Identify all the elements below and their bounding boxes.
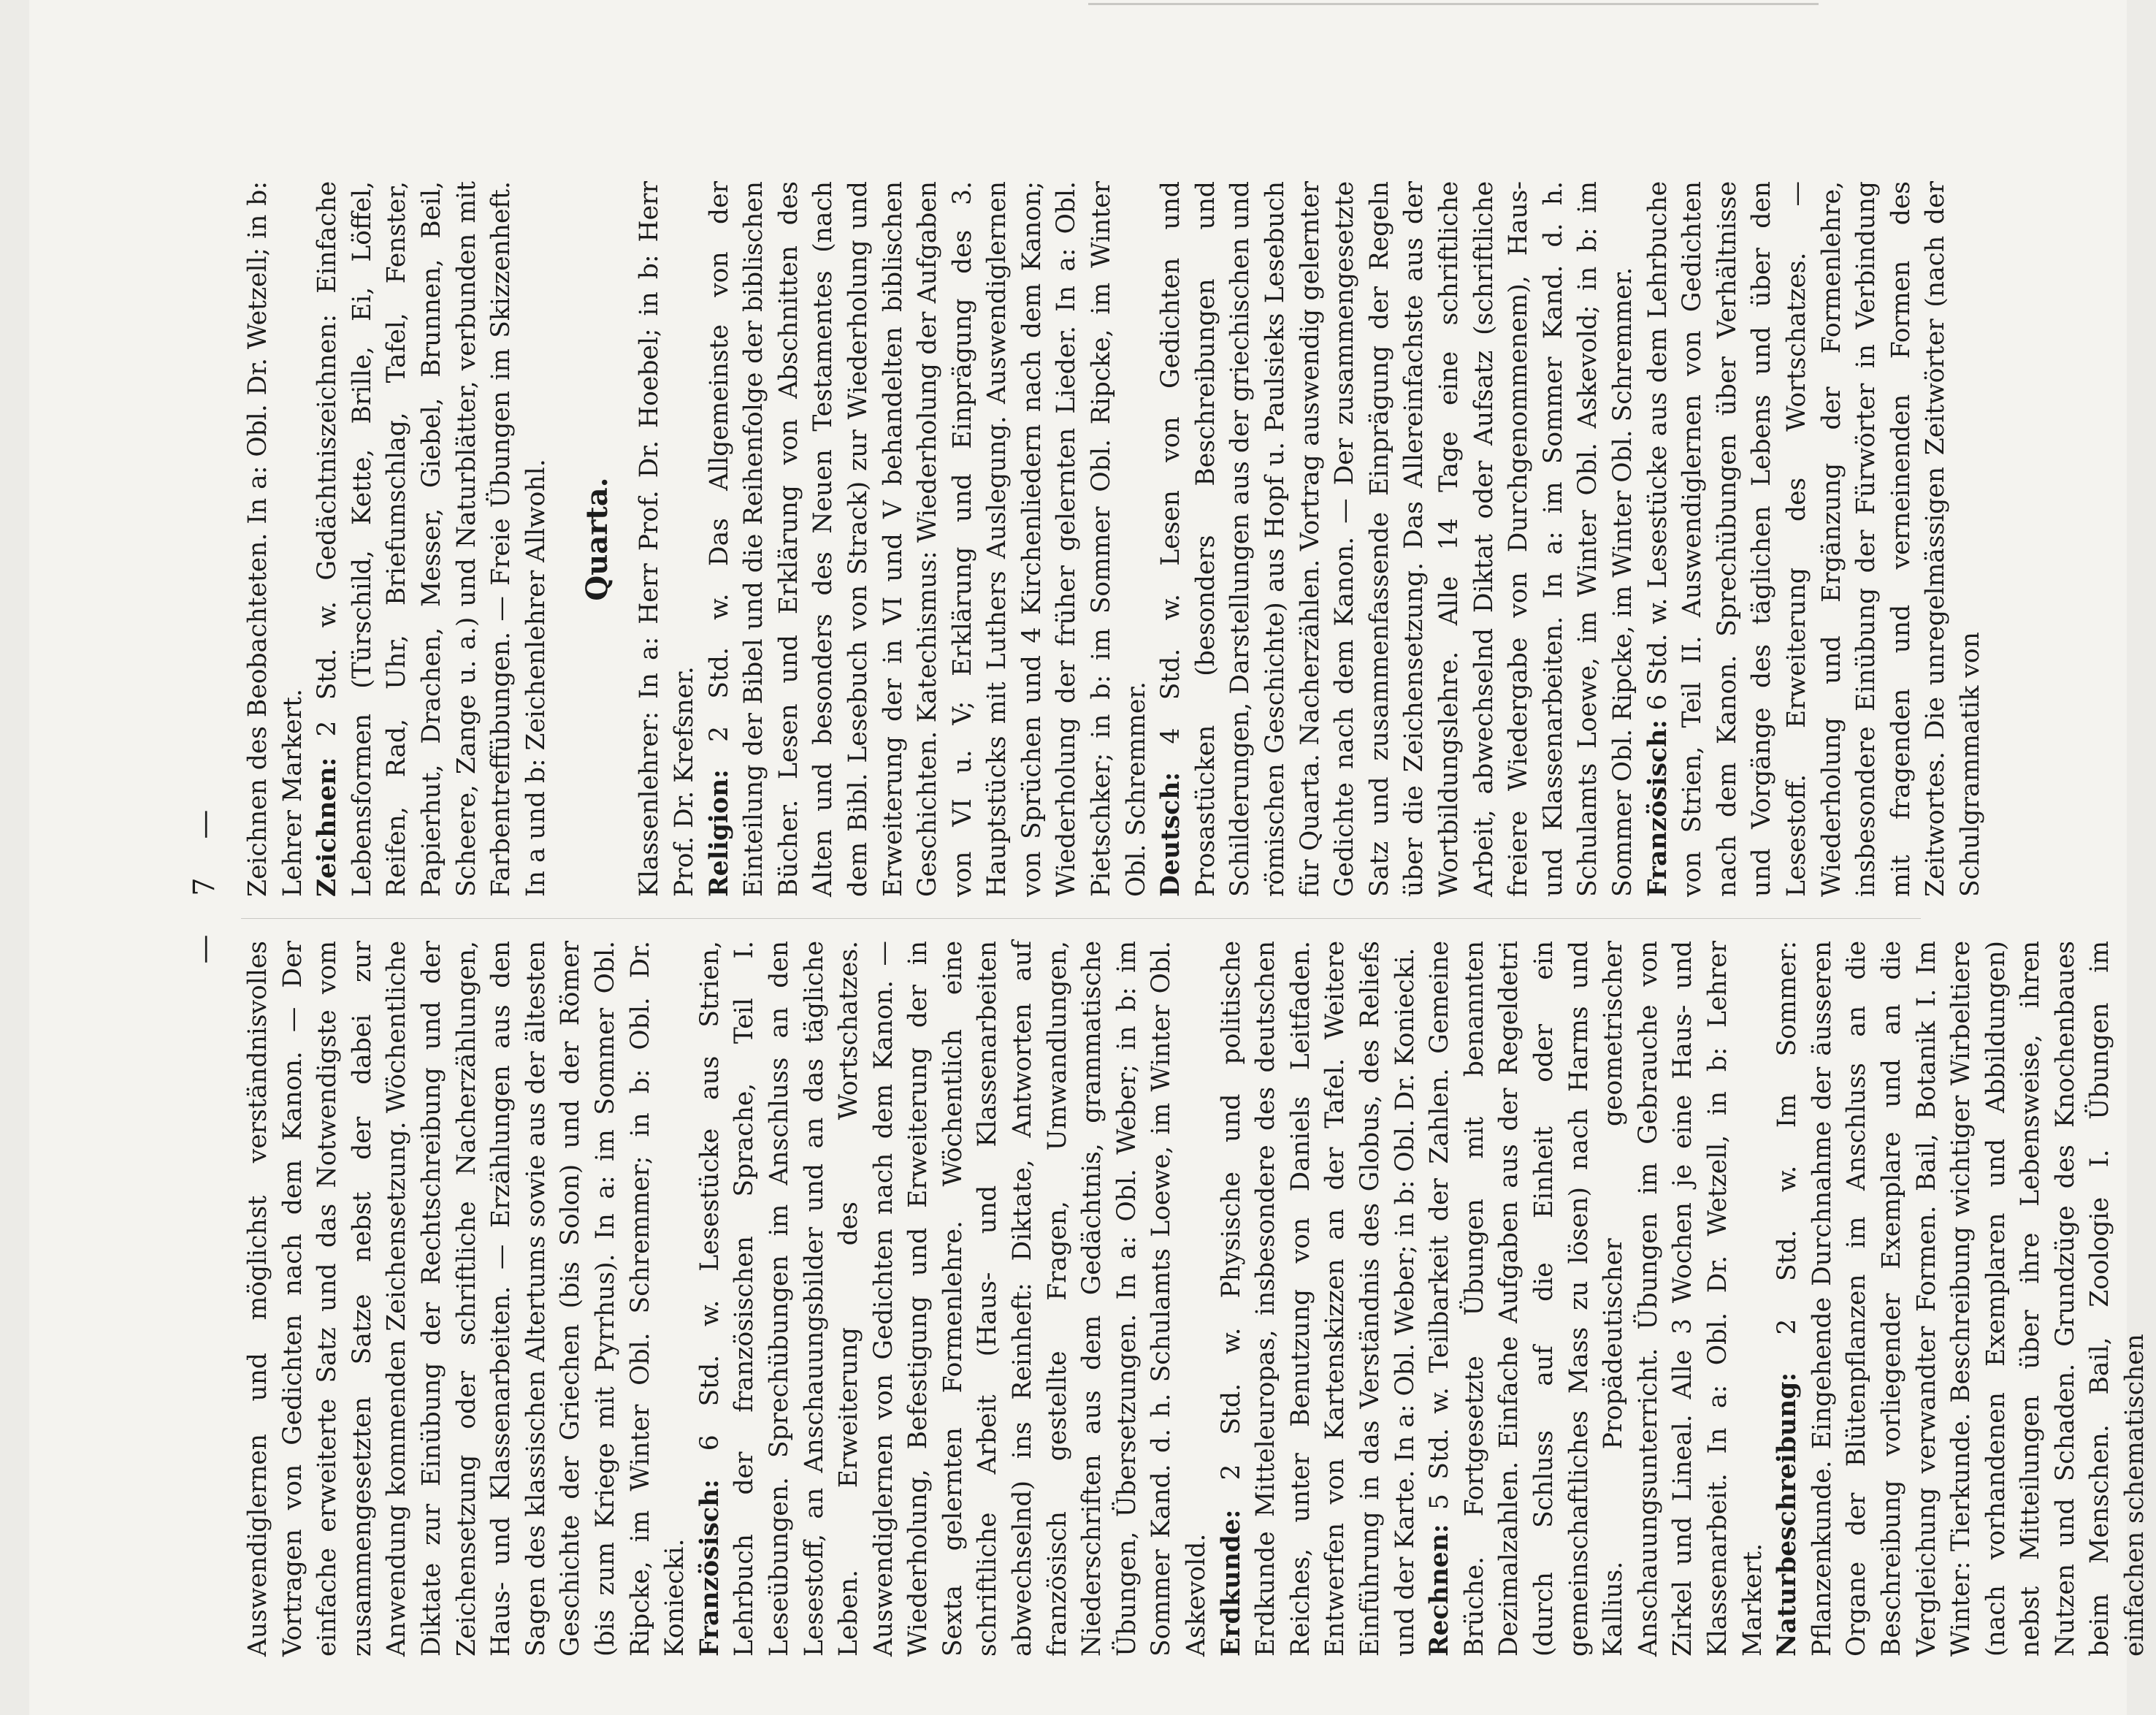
- top-edge-line: [1088, 3, 1819, 5]
- zeichnen-text: 2 Std. w. Gedächtniszeichnen: Einfache Lebensformen (Türschild, Kette, Brille, Ei, Löffel, Reifen, Rad, Uhr, Briefumschlag, Tafel, Fenster, Papierhut, Drachen, Messer, Giebel, Brunnen, Beil, Scheere, Zange u. a.) und Naturblätter, verbunden mit Farbentreffübungen. — Freie Übungen im Skizzenheft. In a und b: Zeichenlehrer Allwohl.: [313, 181, 551, 897]
- paper-sheet: [29, 0, 2150, 1715]
- section-title-quarta: Quarta.: [580, 477, 615, 601]
- franzoesisch-text: 6 Std. w. Lesestücke aus Strien, Lehrbuch der französischen Sprache, Teil I. Leseübungen. Sprechübungen im Anschluss an den Lesestoff, an Anschauungsbilder und an das tägliche Leben. Erweiterung des Wortschatzes. Auswendiglernen von Gedichten nach dem Kanon. — Wiederholung, Befestigung und Erweiterung der in Sexta gelernten Formenlehre. Wöchentlich eine schriftliche Arbeit (Haus- und Klassenarbeiten abwechselnd) ins Reinheft: Diktate, Antworten auf französisch gestellte Fragen, Umwandlungen, Niederschriften aus dem Gedächtnis, grammatische Übungen, Übersetzungen. In a: Obl. Weber; in b: im Sommer Kand. d. h. Schulamts Loewe, im Winter Obl. Askevold.: [695, 941, 1212, 1657]
- franz-quarta-text: 6 Std. w. Lesestücke aus dem Lehrbuche von Strien, Teil II. Auswendiglernen von Gedichten nach dem Kanon. Sprechübungen über Verhältnisse und Vorgänge des täglichen Lebens und über den Lesestoff. Erweiterung des Wortschatzes. — Wiederholung und Ergänzung der Formenlehre, insbesondere Einübung der Fürwörter in Verbindung mit fragenden und verneinenden Formen des Zeitwortes. Die unregelmässigen Zeitwörter (nach der Schulgrammatik von: [1643, 181, 1985, 897]
- left-intro-paragraph: Auswendiglernen und möglichst verständnisvolles Vortragen von Gedichten nach dem Kanon. — Der einfache erweiterte Satz und das Notwendigste vom zusammengesetzten Satze nebst der dabei zur Anwendung kommenden Zeichensetzung. Wöchentliche Diktate zur Einübung der Rechtschreibung und der Zeichensetzung oder schriftliche Nacherzählungen, Haus- und Klassenarbeiten. — Erzählungen aus den Sagen des klassischen Altertums sowie aus der ältesten Geschichte der Griechen (bis Solon) und der Römer (bis zum Kriege mit Pyrrhus). In a: im Sommer Obl. Ripcke, im Winter Obl. Schremmer; in b: Obl. Dr. Koniecki.: [243, 941, 690, 1657]
- religion-text: 2 Std. w. Das Allgemeinste von der Einteilung der Bibel und die Reihenfolge der biblischen Bücher. Lesen und Erklärung von Abschnitten des Alten und besonders des Neuen Testamentes (nach dem Bibl. Lesebuch von Strack) zur Wiederholung und Erweiterung der in VI und V behandelten biblischen Geschichten. Katechismus: Wiederholung der Aufgaben von VI u. V; Erklärung und Einprägung des 3. Hauptstücks mit Luthers Auslegung. Auswendiglernen von Sprüchen und 4 Kirchenliedern nach dem Kanon; Wiederholung der früher gelernten Lieder. In a: Obl. Pietschker; in b: im Sommer Obl. Ripcke, im Winter Obl. Schremmer.: [704, 180, 1151, 897]
- deutsch-text: 4 Std. w. Lesen von Gedichten und Prosastücken (besonders Beschreibungen und Schilderungen, Darstellungen aus der griechischen und römischen Geschichte) aus Hopf u. Paulsieks Lesebuch für Quarta. Nacherzählen. Vortrag auswendig gelernter Gedichte nach dem Kanon. — Der zusammengesetzte Satz und zusammenfassende Einprägung der Regeln über die Zeichensetzung. Das Allereinfachste aus der Wortbildungslehre. Alle 14 Tage eine schriftliche Arbeit, abwechselnd Diktat oder Aufsatz (schriftliche freiere Wiedergabe von Durchgenommenem), Haus- und Klassenarbeiten. In a: im Sommer Kand. d. h. Schulamts Loewe, im Winter Obl. Askevold; in b: im Sommer Obl. Ripcke, im Winter Obl. Schremmer.: [1156, 180, 1637, 897]
- naturbeschreibung-paragraph: [1770, 941, 2153, 1657]
- erdkunde-text: 2 Std. w. Physische und politische Erdkunde Mitteleuropas, insbesondere des deutschen Reiches, unter Benutzung von Daniels Leitfaden. Entwerfen von Kartenskizzen an der Tafel. Weitere Einführung in das Verständnis des Globus, des Reliefs und der Karte. In a: Obl. Weber; in b: Obl. Dr. Koniecki.: [1216, 941, 1420, 1657]
- franz-quarta-heading: Französisch:: [1643, 719, 1673, 897]
- left-column: [241, 941, 2150, 1657]
- religion-heading: Religion:: [704, 769, 734, 897]
- deutsch-heading: Deutsch:: [1156, 771, 1186, 897]
- rotated-page-content: [183, 102, 2150, 1657]
- right-column: [241, 180, 1985, 897]
- rechnen-heading: Rechnen:: [1425, 1524, 1455, 1657]
- rechnen-text: 5 Std. w. Teilbarkeit der Zahlen. Gemeine Brüche. Fortgesetzte Übungen mit benannten Dezimalzahlen. Einfache Aufgaben aus der Regeldetri (durch Schluss auf die Einheit oder ein gemeinschaftliches Mass zu lösen) nach Harms und Kallius. Propädeutischer geometrischer Anschauungsunterricht. Übungen im Gebrauche von Zirkel und Lineal. Alle 3 Wochen je eine Haus- und Klassenarbeit. In a: Obl. Dr. Wetzell, in b: Lehrer Markert.: [1425, 941, 1767, 1657]
- religion-paragraph: [703, 181, 1155, 897]
- right-intro-paragraph: Zeichnen des Beobachteten. In a: Obl. Dr. Wetzell; in b: Lehrer Markert.: [243, 181, 307, 897]
- page-number: — 7 —: [188, 795, 221, 964]
- zeichnen-paragraph: [310, 181, 554, 897]
- klassenlehrer-line: Klassenlehrer: In a: Herr Prof. Dr. Hoebel; in b: Herr Prof. Dr. Krefsner.: [635, 181, 699, 897]
- erdkunde-paragraph: [1215, 941, 1423, 1657]
- erdkunde-heading: Erdkunde:: [1216, 1509, 1246, 1657]
- franzoesisch-paragraph: [693, 941, 1215, 1657]
- naturbeschreibung-heading: Naturbeschreibung:: [1773, 1372, 1803, 1657]
- naturbeschreibung-text: 2 Std. w. Im Sommer: Pflanzenkunde. Eingehende Durchnahme der äusseren Organe der Blütenpflanzen im Anschluss an die Beschreibung vorliegender Exemplare und an die Vergleichung verwandter Formen. Bail, Botanik I. Im Winter: Tierkunde. Beschreibung wichtiger Wirbeltiere (nach vorhandenen Exemplaren und Abbildungen) nebst Mitteilungen über ihre Lebensweise, ihren Nutzen und Schaden. Grundzüge des Knochenbaues beim Menschen. Bail, Zoologie I. Übungen im einfachen schematischen: [1773, 941, 2150, 1657]
- franzoesisch-heading: Französisch:: [695, 1479, 725, 1657]
- zeichnen-heading: Zeichnen:: [313, 757, 343, 897]
- deutsch-paragraph: [1154, 181, 1640, 897]
- franz-quarta-paragraph: [1641, 181, 1989, 897]
- rechnen-paragraph: [1423, 941, 1770, 1657]
- column-divider: [241, 918, 1921, 919]
